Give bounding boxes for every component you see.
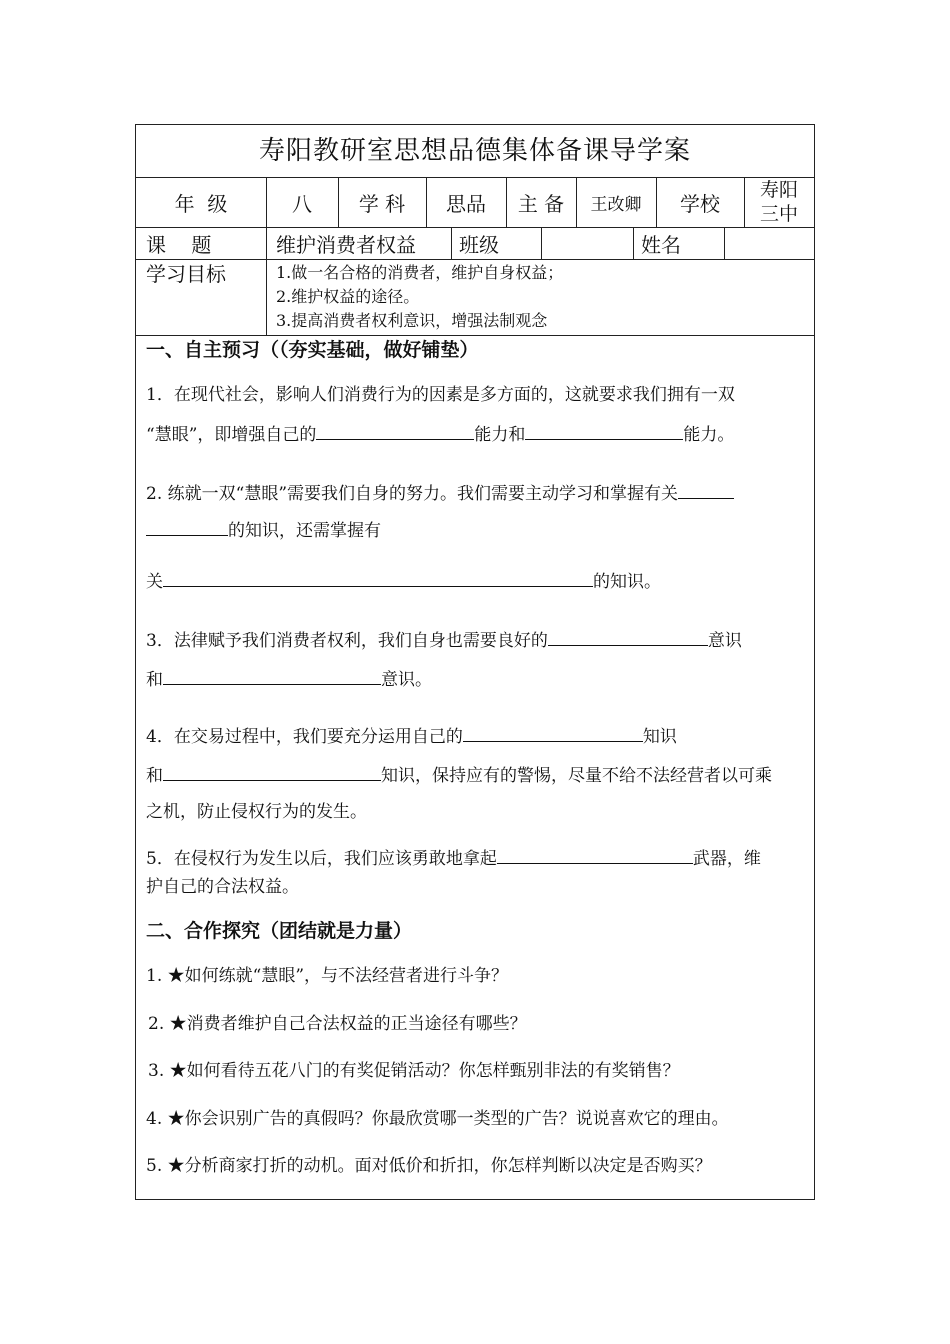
- answer-blank[interactable]: [548, 625, 708, 646]
- name-value-field: [724, 227, 814, 259]
- col-divider: [633, 227, 634, 259]
- question-2-text: 2. 练就一双“慧眼”需要我们自身的努力。我们需要主动学习和掌握有关: [146, 484, 679, 504]
- question-3: [146, 625, 808, 695]
- question-1-text: 能力和: [474, 425, 526, 445]
- question-4-text: 知识，保持应有的警惕，尽量不给不法经营者以可乘: [381, 766, 772, 786]
- question-4-text: 4．在交易过程中，我们要充分运用自己的: [146, 727, 463, 747]
- question-3-text: 意识。: [381, 670, 432, 690]
- question-5: [146, 843, 808, 901]
- goal-item: 3.提高消费者权利意识，增强法制观念: [276, 311, 548, 330]
- question-3-line-2: [146, 664, 808, 695]
- question-2-text: 的知识，还需掌握有: [228, 521, 381, 541]
- school-value-line-2: 三中: [759, 203, 798, 225]
- question-5-line-1: [146, 843, 808, 873]
- question-2-text: 的知识。: [593, 572, 661, 592]
- question-4-line-1: [146, 721, 808, 752]
- section-1-heading: 一、自主预习（（夯实基础，做好铺垫）: [146, 339, 479, 361]
- row-divider: [136, 259, 814, 260]
- school-value-line-1: 寿阳: [759, 179, 798, 201]
- discussion-question: 2. ★消费者维护自己合法权益的正当途径有哪些？: [148, 1014, 527, 1034]
- col-divider: [266, 259, 267, 335]
- lead-teacher-value: 王改卿: [590, 194, 642, 215]
- question-5-text: 武器，维: [692, 849, 761, 869]
- question-4-text: 知识: [642, 727, 677, 747]
- school-value: [744, 177, 814, 227]
- question-2-text: 关: [146, 572, 163, 592]
- grade-value: 八: [292, 191, 312, 216]
- answer-blank[interactable]: [463, 721, 643, 742]
- question-3-text: 和: [146, 670, 163, 690]
- document-title: 寿阳教研室思想品德集体备课导学案: [258, 136, 691, 166]
- question-3-text: 意识: [707, 631, 742, 651]
- section-2-heading: 二、合作探究（团结就是力量）: [146, 920, 413, 942]
- question-3-line-1: [146, 625, 808, 656]
- question-3-text: 3．法律赋予我们消费者权利，我们自身也需要良好的: [146, 631, 548, 651]
- discussion-question: 1. ★如何练就“慧眼”，与不法经营者进行斗争？: [146, 966, 509, 986]
- class-label: 班级: [459, 232, 499, 257]
- answer-blank[interactable]: [163, 760, 381, 781]
- class-value-field: [541, 227, 631, 259]
- question-1-line-2: [146, 419, 808, 450]
- discussion-question: 4. ★你会识别广告的真假吗？你最欣赏哪一类型的广告？说说喜欢它的理由。: [146, 1109, 729, 1129]
- question-4: [146, 721, 808, 827]
- answer-blank[interactable]: [316, 419, 474, 440]
- name-label: 姓名: [641, 232, 681, 257]
- answer-blank[interactable]: [525, 419, 683, 440]
- question-2-line-2: [146, 515, 808, 546]
- goals-label: 学习目标: [146, 262, 226, 286]
- answer-blank[interactable]: [163, 664, 381, 685]
- goal-item: 2.维护权益的途径。: [276, 287, 420, 306]
- question-4-line-2: [146, 760, 808, 791]
- topic-value: 维护消费者权益: [276, 232, 416, 257]
- question-1-line-1: 1．在现代社会，影响人们消费行为的因素是多方面的，这就要求我们拥有一双: [146, 385, 735, 405]
- answer-blank[interactable]: [497, 843, 693, 864]
- goal-item: 1.做一名合格的消费者，维护自身权益；: [276, 263, 564, 282]
- question-2: [146, 478, 808, 597]
- question-1-text: “慧眼”，即增强自己的: [146, 425, 317, 445]
- lead-teacher-label: 主 备: [517, 191, 565, 216]
- question-5-line-2: 护自己的合法权益。: [146, 877, 299, 897]
- question-1-text: 能力。: [683, 425, 735, 445]
- answer-blank[interactable]: [146, 515, 228, 536]
- col-divider: [451, 227, 452, 259]
- question-2-line-1: [146, 478, 808, 509]
- question-5-text: 5．在侵权行为发生以后，我们应该勇敢地拿起: [146, 849, 497, 869]
- question-4-text: 和: [146, 766, 163, 786]
- subject-value: 思品: [446, 191, 486, 216]
- question-1: [146, 380, 808, 450]
- lesson-plan-table: [135, 124, 815, 1200]
- col-divider: [266, 227, 267, 259]
- discussion-question: 5. ★分析商家打折的动机。面对低价和折扣，你怎样判断以决定是否购买？: [146, 1156, 712, 1176]
- subject-label: 学 科: [358, 191, 406, 216]
- school-label: 学校: [680, 191, 720, 216]
- goals-list: [276, 261, 806, 333]
- answer-blank[interactable]: [163, 566, 593, 587]
- grade-label: 年 级: [174, 191, 228, 216]
- question-4-line-3: 之机，防止侵权行为的发生。: [146, 802, 367, 822]
- answer-blank[interactable]: [678, 478, 734, 499]
- discussion-question: 3. ★如何看待五花八门的有奖促销活动？你怎样甄别非法的有奖销售？: [148, 1061, 680, 1081]
- question-2-line-3: [146, 566, 808, 597]
- topic-label: 课 题: [146, 232, 212, 257]
